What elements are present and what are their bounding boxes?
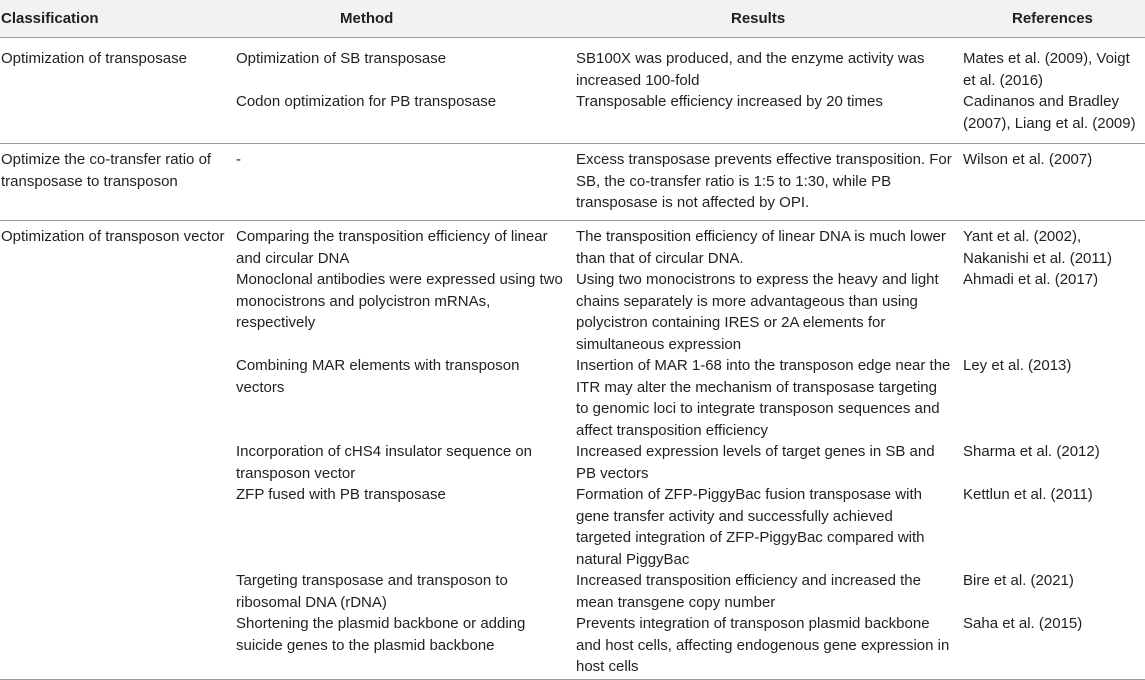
classification-cell: Optimize the co-transfer ratio of transposase to transposon bbox=[1, 151, 212, 190]
table-group bbox=[0, 38, 1145, 144]
results-cell: Insertion of MAR 1-68 into the transposon edge near the ITR may alter the mechanism of transposase targeting to genomic loci to integrate transposon sequences and affect transposition efficiency bbox=[576, 357, 951, 439]
table-header bbox=[0, 0, 1145, 38]
method-cell: Incorporation of cHS4 insulator sequence on transposon vector bbox=[236, 443, 533, 482]
results-cell: Excess transposase prevents effective transposition. For SB, the co-transfer ratio is 1:5 to 1:30, while PB transposase is not affected by OPI. bbox=[576, 151, 952, 211]
method-cell: ZFP fused with PB transposase bbox=[236, 486, 446, 503]
results-cell: SB100X was produced, and the enzyme activity was increased 100-fold bbox=[576, 50, 925, 89]
method-cell: Targeting transposase and transposon to ribosomal DNA (rDNA) bbox=[236, 572, 508, 611]
results-cell: The transposition efficiency of linear DNA is much lower than that of circular DNA. bbox=[576, 228, 946, 267]
header-method: Method bbox=[340, 10, 394, 27]
references-cell: Bire et al. (2021) bbox=[963, 572, 1074, 589]
method-cell: Codon optimization for PB transposase bbox=[236, 93, 497, 110]
results-cell: Increased transposition efficiency and increased the mean transgene copy number bbox=[576, 572, 921, 611]
references-cell: Wilson et al. (2007) bbox=[963, 151, 1093, 168]
references-cell: Mates et al. (2009), Voigt et al. (2016) bbox=[963, 50, 1130, 89]
header-references: References bbox=[1012, 10, 1093, 27]
header-results: Results bbox=[731, 10, 786, 27]
classification-cell: Optimization of transposase bbox=[1, 50, 187, 67]
results-cell: Using two monocistrons to express the heavy and light chains separately is more advantageous than using polycistron containing IRES or 2A elements for simultaneous expression bbox=[576, 271, 939, 353]
references-cell: Ahmadi et al. (2017) bbox=[963, 271, 1099, 288]
method-cell: - bbox=[236, 151, 241, 168]
method-cell: Optimization of SB transposase bbox=[236, 50, 447, 67]
references-cell: Ley et al. (2013) bbox=[963, 357, 1072, 374]
results-cell: Transposable efficiency increased by 20 times bbox=[576, 93, 883, 110]
results-cell: Prevents integration of transposon plasmid backbone and host cells, affecting endogenous gene expression in host cells bbox=[576, 615, 950, 675]
references-cell: Yant et al. (2002), Nakanishi et al. (2011) bbox=[963, 228, 1112, 267]
method-cell: Shortening the plasmid backbone or adding suicide genes to the plasmid backbone bbox=[236, 615, 526, 654]
references-cell: Cadinanos and Bradley (2007), Liang et al. (2009) bbox=[963, 93, 1136, 132]
references-cell: Saha et al. (2015) bbox=[963, 615, 1083, 632]
references-cell: Kettlun et al. (2011) bbox=[963, 486, 1093, 503]
method-cell: Comparing the transposition efficiency of linear and circular DNA bbox=[236, 228, 548, 267]
results-cell: Formation of ZFP-PiggyBac fusion transposase with gene transfer activity and successfully achieved targeted integration of ZFP-PiggyBac compared with natural PiggyBac bbox=[576, 486, 925, 568]
method-cell: Monoclonal antibodies were expressed using two monocistrons and polycistron mRNAs, respectively bbox=[236, 271, 563, 331]
table-group bbox=[0, 221, 1145, 680]
table-group bbox=[0, 144, 1145, 221]
method-cell: Combining MAR elements with transposon vectors bbox=[236, 357, 520, 396]
classification-cell: Optimization of transposon vector bbox=[1, 228, 225, 245]
references-cell: Sharma et al. (2012) bbox=[963, 443, 1100, 460]
header-classification: Classification bbox=[1, 10, 99, 27]
results-cell: Increased expression levels of target genes in SB and PB vectors bbox=[576, 443, 935, 482]
